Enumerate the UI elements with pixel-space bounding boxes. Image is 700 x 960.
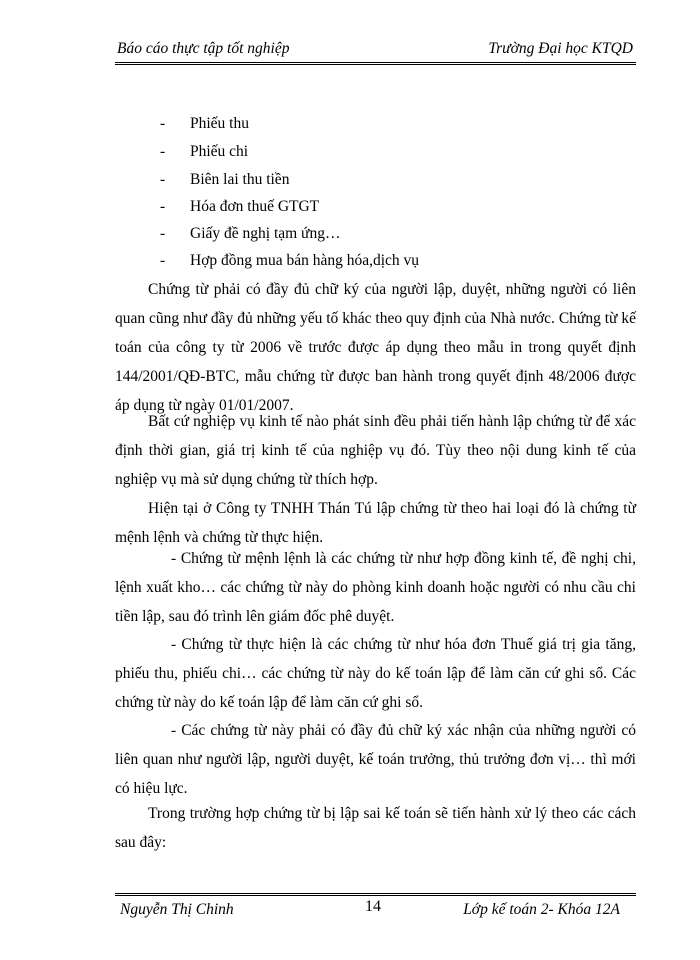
bullet-text: Hợp đồng mua bán hàng hóa,dịch vụ: [190, 252, 420, 269]
header-rule: [115, 62, 636, 65]
footer-rule: [115, 893, 636, 896]
body-paragraph: - Các chứng từ này phải có đầy đủ chữ ký xác nhận của những người có liên quan như người lập, người duyệt, kế toán trưởng, thủ trưởng đơn vị… thì mới có hiệu lực.: [115, 722, 636, 797]
bullet-text: Giấy đề nghị tạm ứng…: [190, 225, 341, 242]
body-paragraph: - Chứng từ mệnh lệnh là các chứng từ như hợp đồng kinh tế, đề nghị chi, lệnh xuất kho… các chứng từ này do phòng kinh doanh hoặc người có nhu cầu chi tiền lập, sau đó trình lên giám đốc phê duyệt.: [115, 550, 636, 625]
header-left: Báo cáo thực tập tốt nghiệp: [117, 40, 290, 57]
bullet-dash: -: [160, 225, 166, 242]
page-number: 14: [365, 898, 381, 915]
body-paragraph: Trong trường hợp chứng từ bị lập sai kế toán sẽ tiến hành xử lý theo các cách sau đây:: [115, 805, 636, 851]
footer-author: Nguyễn Thị Chinh: [120, 901, 234, 918]
bullet-text: Phiếu thu: [190, 115, 249, 132]
header-right: Trường Đại học KTQD: [488, 40, 633, 57]
bullet-text: Hóa đơn thuế GTGT: [190, 198, 320, 215]
body-paragraph: Bất cứ nghiệp vụ kinh tế nào phát sinh đều phải tiến hành lập chứng từ để xác định thời gian, giá trị kinh tế của nghiệp vụ đó. Tùy theo nội dung kinh tế của nghiệp vụ mà sử dụng chứng từ thích hợp.: [115, 413, 636, 488]
footer-class: Lớp kế toán 2- Khóa 12A: [463, 901, 620, 918]
bullet-dash: -: [160, 115, 166, 132]
bullet-dash: -: [160, 252, 166, 269]
bullet-text: Phiếu chi: [190, 143, 249, 160]
bullet-dash: -: [160, 171, 166, 188]
body-paragraph: - Chứng từ thực hiện là các chứng từ như hóa đơn Thuế giá trị gia tăng, phiếu thu, phiếu chi… các chứng từ này do kế toán lập để làm căn cứ ghi sổ. Các chứng từ này do kế toán lập để làm căn cứ ghi sổ.: [115, 636, 636, 711]
bullet-dash: -: [160, 143, 166, 160]
bullet-text: Biên lai thu tiền: [190, 171, 290, 188]
body-paragraph: Hiện tại ở Công ty TNHH Thán Tú lập chứng từ theo hai loại đó là chứng từ mệnh lệnh và chứng từ thực hiện.: [115, 500, 636, 546]
body-paragraph: Chứng từ phải có đầy đủ chữ ký của người lập, duyệt, những người có liên quan cũng như đầy đủ những yếu tố khác theo quy định của Nhà nước. Chứng từ kế toán của công ty từ 2006 về trước được áp dụng theo mẫu in trong quyết định 144/2001/QĐ-BTC, mẫu chứng từ được ban hành trong quyết định 48/2006 được áp dụng từ ngày 01/01/2007.: [115, 281, 636, 414]
bullet-dash: -: [160, 198, 166, 215]
